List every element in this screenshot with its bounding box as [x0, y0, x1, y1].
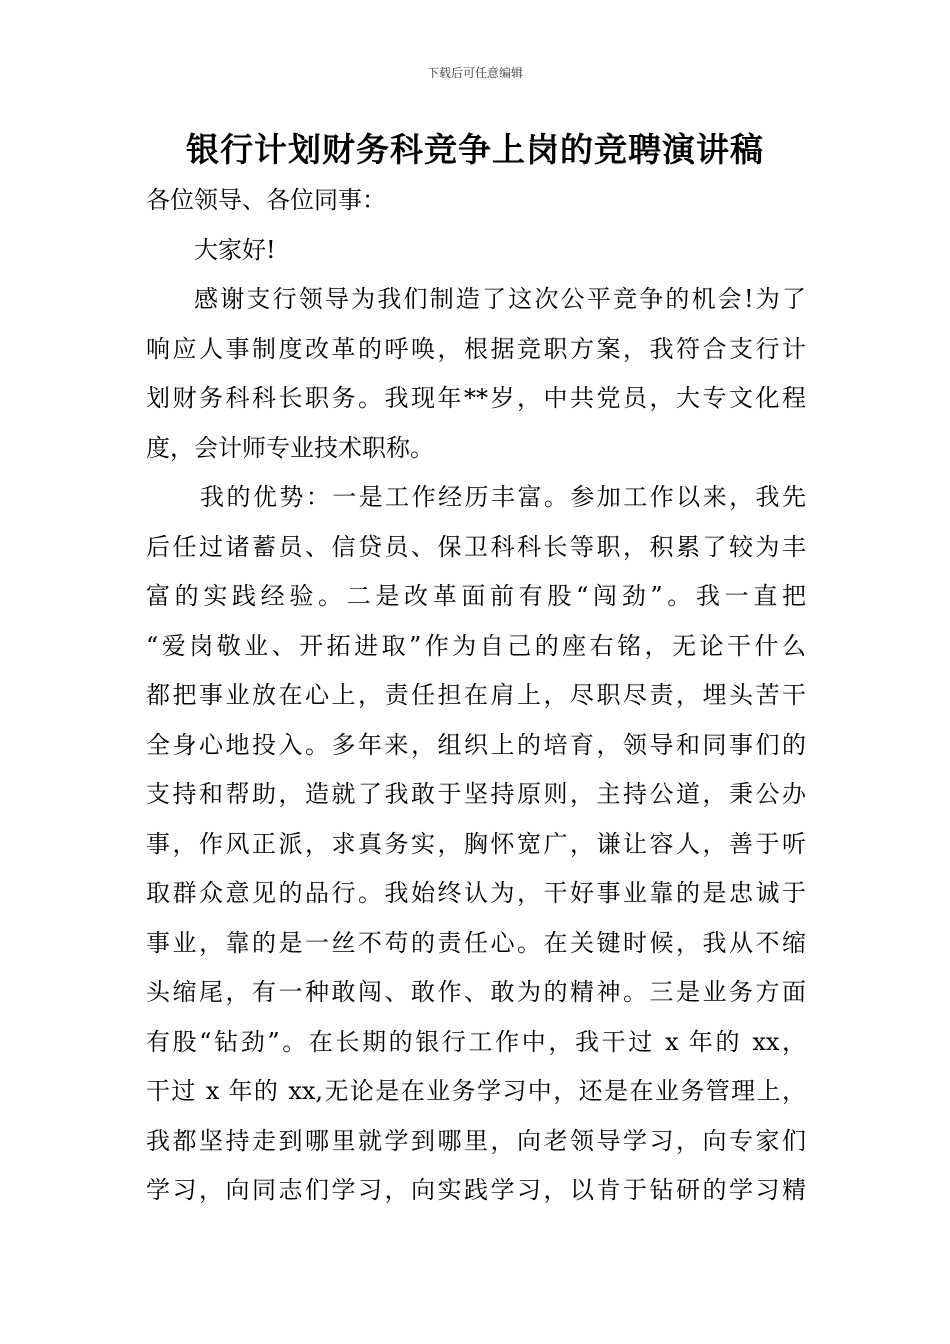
- paragraph-line: 学习，向同志们学习，向实践学习，以肯于钻研的学习精: [146, 1176, 806, 1204]
- header-note: 下载后可任意编辑: [426, 66, 523, 80]
- salutation-line: 各位领导、各位同事：: [146, 186, 386, 214]
- paragraph-line: 感谢支行领导为我们制造了这次公平竞争的机会!为了: [194, 285, 806, 313]
- paragraph-line: 事，作风正派，求真务实，胸怀宽广，谦让容人，善于听: [146, 829, 806, 858]
- paragraph-line: 划财务科科长职务。我现年**岁，中共党员，大专文化程: [146, 384, 806, 412]
- paragraph-line: 都把事业放在心上，责任担在肩上，尽职尽责，埋头苦干: [146, 681, 806, 709]
- paragraph-line: 事业，靠的是一丝不苟的责任心。在关键时候，我从不缩: [146, 928, 806, 957]
- paragraph-line: 富的实践经验。二是改革面前有股“闯劲”。我一直把: [146, 582, 806, 610]
- document-title: 银行计划财务科竞争上岗的竞聘演讲稿: [186, 130, 764, 169]
- paragraph-line: “爱岗敬业、开拓进取”作为自己的座右铭，无论干什么: [146, 631, 806, 660]
- paragraph-line: 头缩尾，有一种敢闯、敢作、敢为的精神。三是业务方面: [146, 978, 806, 1006]
- paragraph-line: 响应人事制度改革的呼唤，根据竞职方案，我符合支行计: [146, 334, 806, 363]
- paragraph-line: 全身心地投入。多年来，组织上的培育，领导和同事们的: [146, 730, 806, 759]
- document-body: [146, 176, 806, 1216]
- paragraph-line: 后任过诸蓄员、信贷员、保卫科科长等职，积累了较为丰: [146, 532, 806, 561]
- paragraph-line: 干过 x 年的 xx,无论是在业务学习中，还是在业务管理上，: [146, 1077, 806, 1105]
- paragraph-line: 取群众意见的品行。我始终认为，干好事业靠的是忠诚于: [146, 879, 806, 907]
- paragraph-line: 度，会计师专业技术职称。: [146, 433, 434, 462]
- paragraph-line: 我的优势：一是工作经历丰富。参加工作以来，我先: [200, 483, 806, 511]
- paragraph-line: 我都坚持走到哪里就学到哪里，向老领导学习，向专家们: [146, 1126, 806, 1155]
- paragraph-line: 有股“钻劲”。在长期的银行工作中，我干过 x 年的 xx，: [146, 1027, 806, 1056]
- paragraph-line: 支持和帮助，造就了我敢于坚持原则，主持公道，秉公办: [146, 780, 806, 808]
- greeting-line: 大家好!: [194, 235, 276, 264]
